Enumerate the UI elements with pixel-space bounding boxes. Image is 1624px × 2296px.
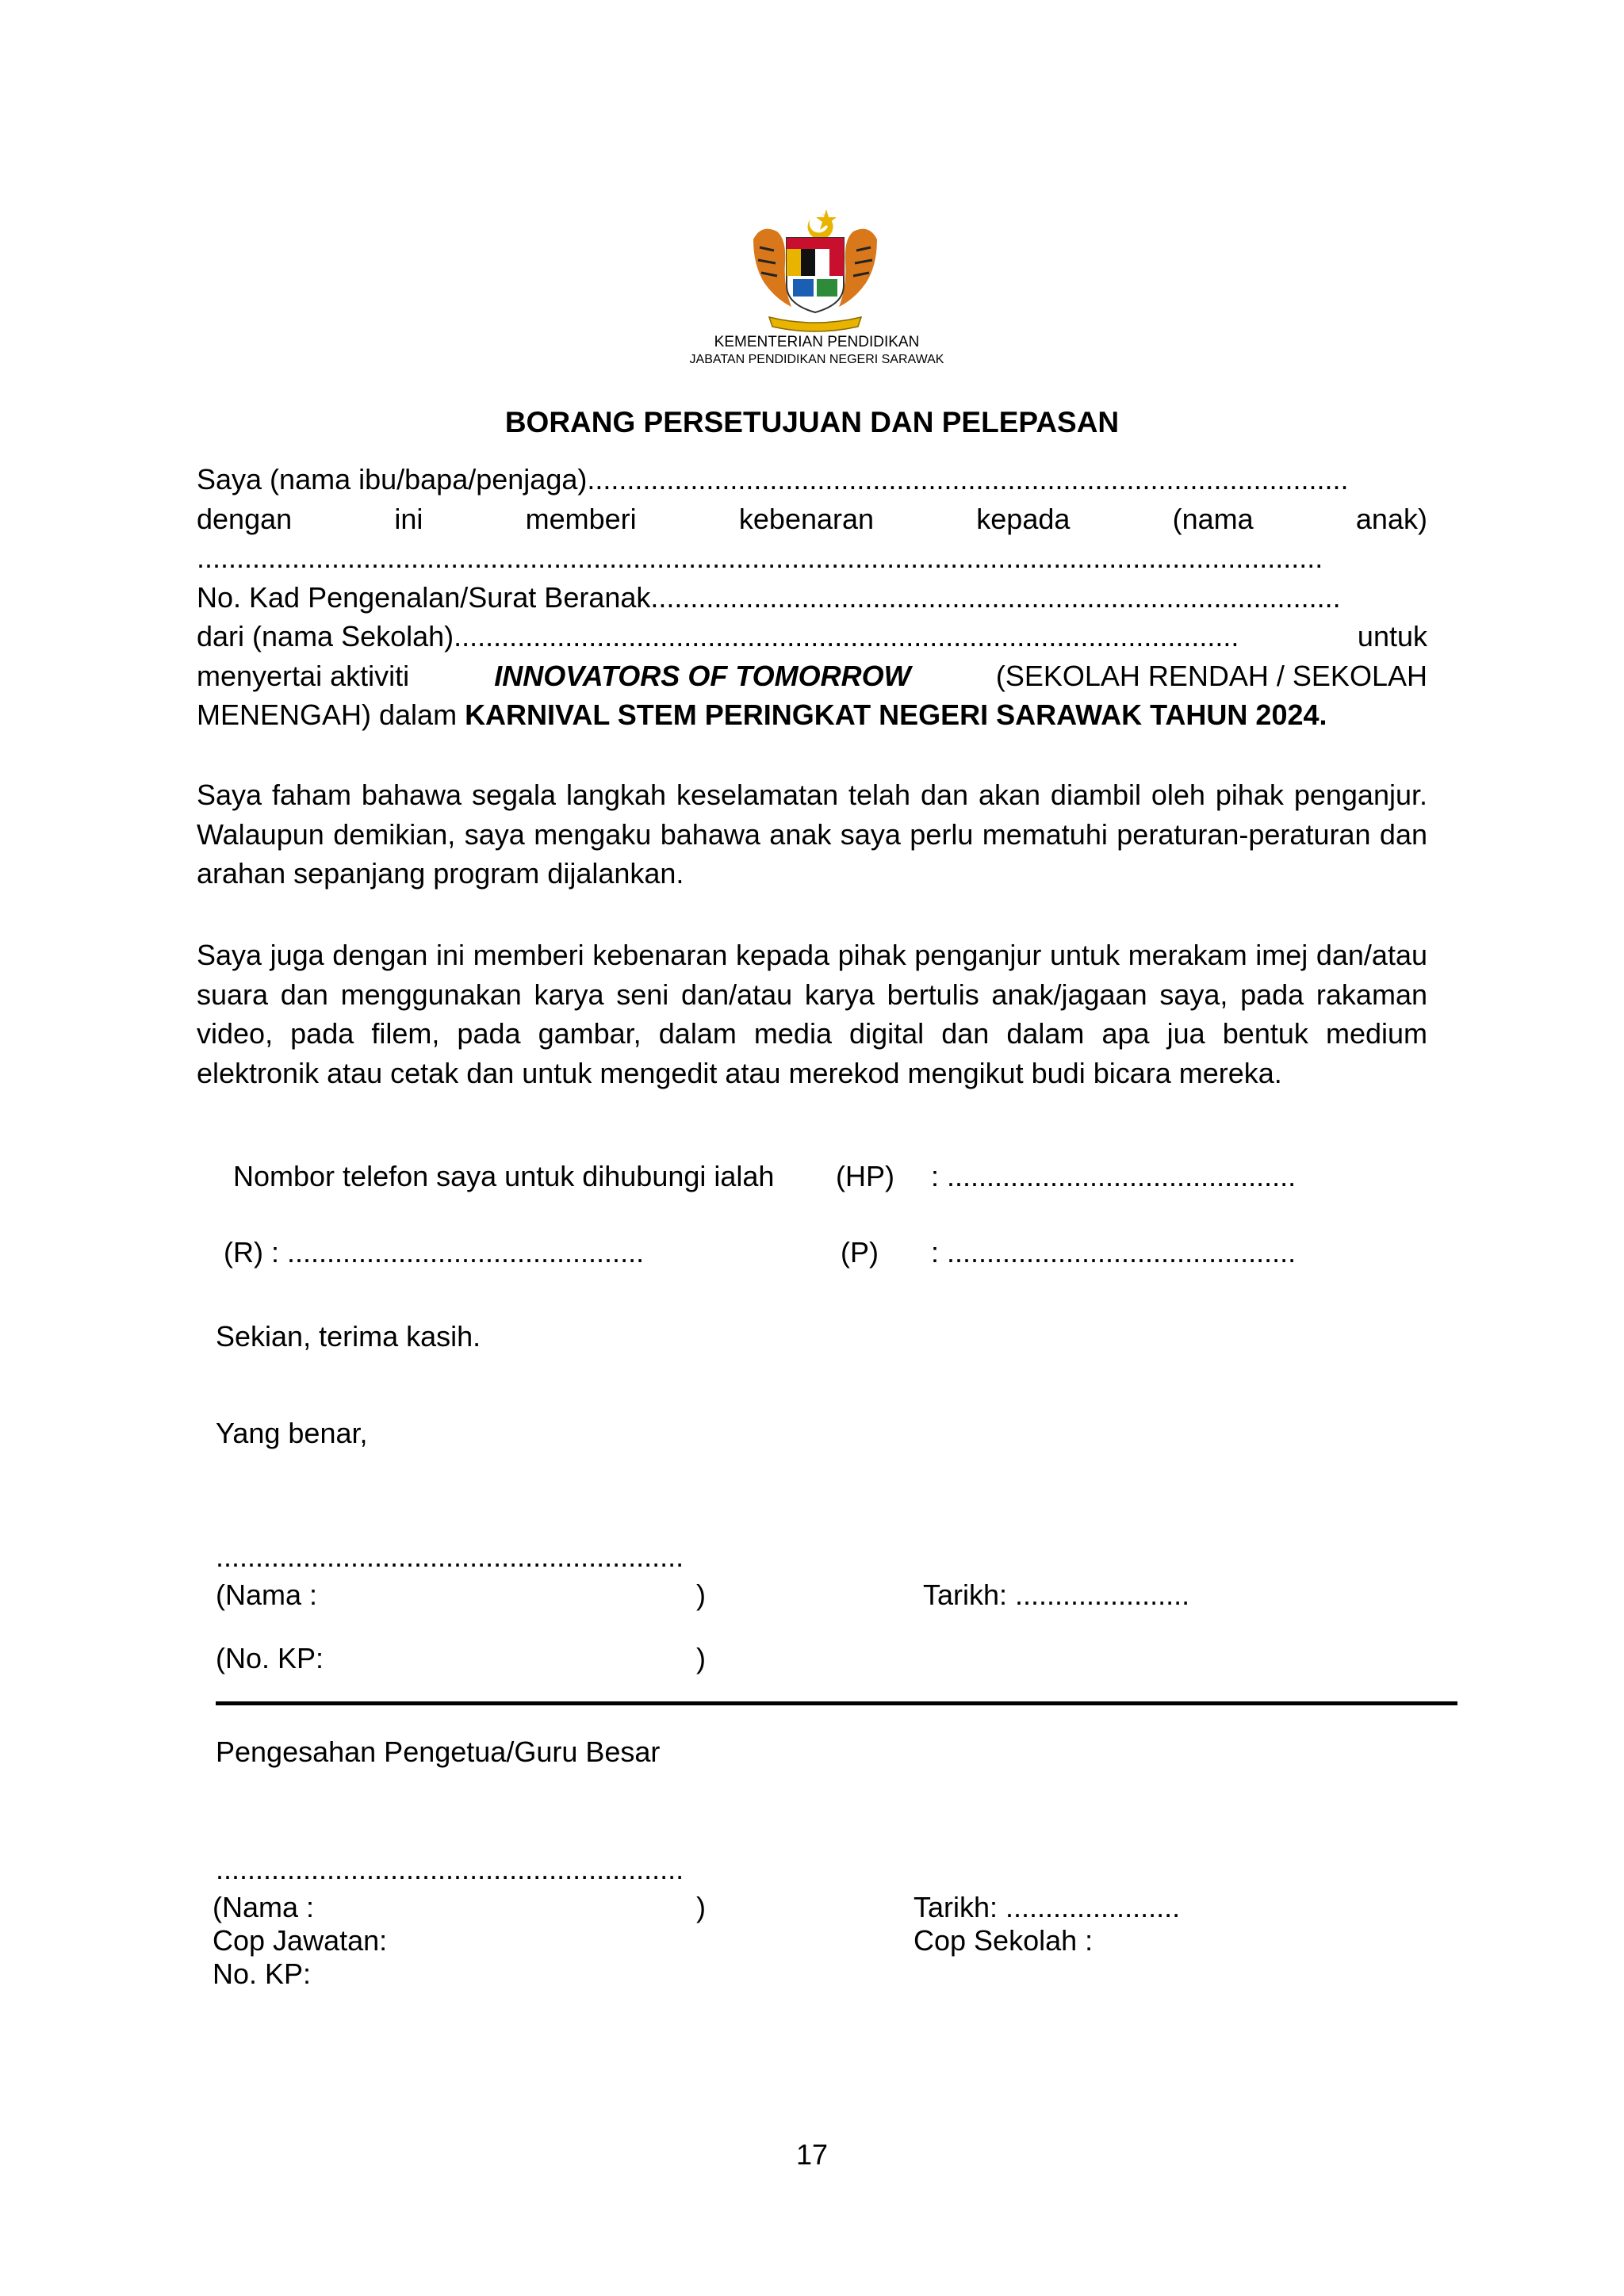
cop-sekolah-label: Cop Sekolah : xyxy=(914,1924,1094,1957)
principal-signature-field[interactable]: ........................................................... xyxy=(216,1853,684,1885)
endorsement-heading: Pengesahan Pengetua/Guru Besar xyxy=(216,1735,661,1768)
closing-text: Sekian, terima kasih. xyxy=(216,1320,481,1353)
event-name: KARNIVAL STEM PERINGKAT NEGERI SARAWAK TAHUN 2024. xyxy=(465,698,1327,731)
cop-jawatan-label: Cop Jawatan: xyxy=(213,1924,388,1957)
office-phone-label: (P) xyxy=(841,1236,879,1269)
ministry-line-2: JABATAN PENDIDIKAN NEGERI SARAWAK xyxy=(689,352,944,366)
office-phone-field[interactable]: : ............................................ xyxy=(931,1236,1297,1269)
ic-label: No. Kad Pengenalan/Surat Beranak xyxy=(197,580,651,614)
parent-signature-field[interactable]: ........................................................... xyxy=(216,1540,684,1573)
permission-word: ini xyxy=(394,502,423,535)
principal-name-close: ) xyxy=(696,1891,706,1923)
parent-name-label: Saya (nama ibu/bapa/penjaga) xyxy=(197,463,588,496)
consent-form-paragraph xyxy=(197,460,1427,735)
event-line xyxy=(197,695,1427,735)
parent-kp-close: ) xyxy=(696,1642,706,1674)
home-phone-field[interactable]: (R) : ............................................. xyxy=(224,1236,645,1269)
permission-word: memberi xyxy=(525,502,637,535)
school-line-end: untuk xyxy=(1349,620,1427,652)
section-divider xyxy=(216,1701,1457,1705)
activity-name: INNOVATORS OF TOMORROW xyxy=(494,659,911,692)
permission-line xyxy=(197,499,1427,539)
yours-text: Yang benar, xyxy=(216,1417,368,1449)
event-prefix: MENENGAH) dalam xyxy=(197,698,465,731)
permission-word: kepada xyxy=(976,502,1071,535)
activity-prefix: menyertai aktiviti xyxy=(197,659,418,692)
contact-intro: Nombor telefon saya untuk dihubungi ialah xyxy=(233,1160,775,1192)
media-consent-paragraph: Saya juga dengan ini memberi kebenaran kepada pihak penganjur untuk merakam imej dan/atau suara dan menggunakan karya seni dan/atau karya bertulis anak/jagaan saya, pada rakaman video, pada filem, pada gambar, dalam media digital dan dalam apa jua bentuk medium elektronik atau cetak dan untuk mengedit atau merekod mengikut budi bicara mereka. xyxy=(197,939,1427,1089)
activity-line xyxy=(197,656,1427,696)
principal-date-field[interactable]: Tarikh: ...................... xyxy=(914,1891,1181,1923)
ministry-line-1: KEMENTERIAN PENDIDIKAN xyxy=(714,334,920,350)
hp-field[interactable]: : ............................................ xyxy=(931,1160,1297,1192)
parent-name-field[interactable]: ................................................................................................ xyxy=(587,463,1349,496)
safety-paragraph: Saya faham bahawa segala langkah keselamatan telah dan akan diambil oleh pihak penganjur. Walaupun demikian, saya mengaku bahawa anak saya perlu mematuhi peraturan-peraturan dan arahan sepanjang program dijalankan. xyxy=(197,779,1427,890)
activity-suffix: (SEKOLAH RENDAH / SEKOLAH xyxy=(987,659,1427,692)
hp-label: (HP) xyxy=(836,1160,894,1192)
school-field[interactable]: ................................................................................................... xyxy=(454,620,1239,652)
ic-field[interactable]: ....................................................................................... xyxy=(650,580,1341,614)
permission-word: (nama xyxy=(1172,502,1254,535)
school-label: dari (nama Sekolah) xyxy=(197,620,454,652)
parent-name-sign-label: (Nama : xyxy=(216,1578,318,1611)
page-number: 17 xyxy=(795,2138,829,2171)
principal-name-label: (Nama : xyxy=(213,1891,315,1923)
permission-word: dengan xyxy=(197,502,293,535)
parent-kp-label: (No. KP: xyxy=(216,1642,324,1674)
parent-name-close: ) xyxy=(696,1578,706,1611)
malaysia-coat-of-arms-icon xyxy=(737,208,893,333)
child-name-field[interactable]: .............................................................................................................................................. xyxy=(197,541,1323,574)
document-title: BORANG PERSETUJUAN DAN PELEPASAN xyxy=(504,406,1120,438)
permission-word: anak) xyxy=(1355,502,1427,535)
principal-kp-label: No. KP: xyxy=(213,1957,312,1990)
ministry-name xyxy=(611,333,1023,368)
parent-date-field[interactable]: Tarikh: ...................... xyxy=(923,1578,1190,1611)
permission-word: kebenaran xyxy=(738,502,875,535)
